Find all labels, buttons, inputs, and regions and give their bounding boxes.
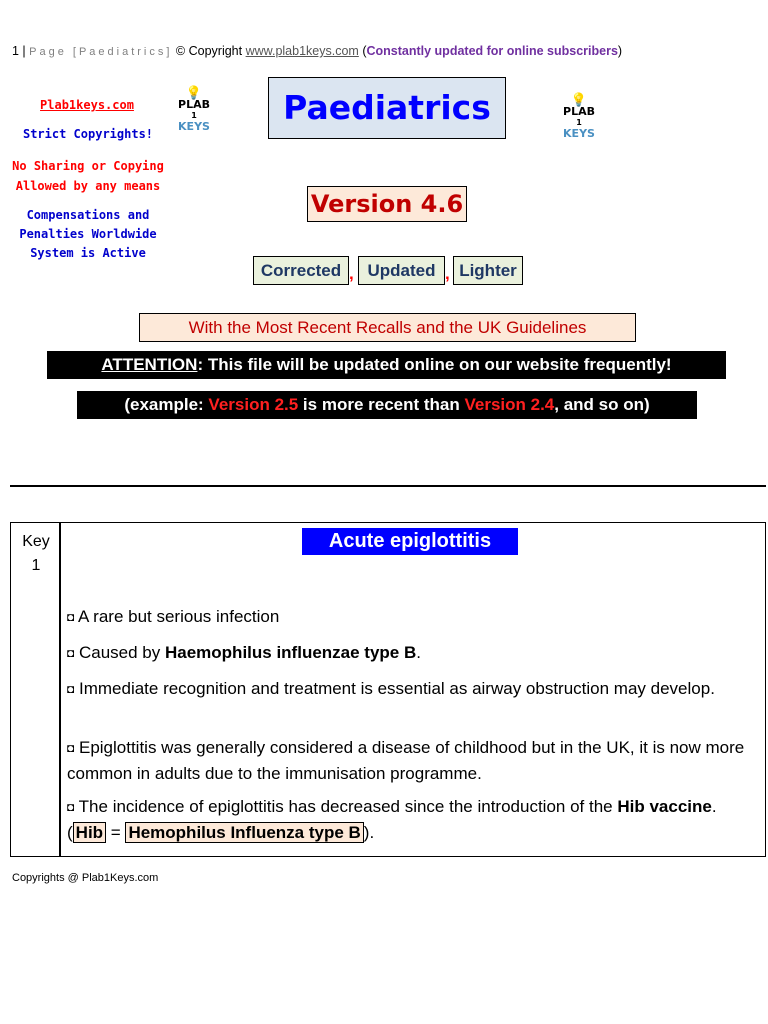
- attention-text: : This file will be updated online on our website frequently!: [197, 355, 672, 374]
- hib-highlight: Hib: [73, 822, 106, 843]
- tag-lighter: Lighter: [453, 256, 523, 285]
- page-label: Page [Paediatrics]: [29, 46, 173, 58]
- bullet-item: ◘ A rare but serious infection: [67, 607, 280, 626]
- bullet-icon: ◘: [67, 610, 75, 624]
- lightbulb-icon: 💡: [185, 86, 203, 101]
- comma: ,: [445, 264, 450, 283]
- plab-keys-logo: 💡 PLAB 1 KEYS: [174, 88, 214, 132]
- bullet-item: ◘ Immediate recognition and treatment is essential as airway obstruction may develop.: [67, 679, 715, 698]
- hib-definition-highlight: Hemophilus Influenza type B: [125, 822, 363, 843]
- site-link[interactable]: www.plab1keys.com: [245, 44, 359, 58]
- bullet-icon: ◘: [67, 682, 75, 696]
- version-badge: Version 4.6: [307, 186, 467, 222]
- page-number: 1: [12, 44, 19, 58]
- lightbulb-icon: 💡: [570, 93, 588, 108]
- tag-corrected: Corrected: [253, 256, 349, 285]
- compensation-text: Compensations and Penalties Worldwide System is Active: [19, 208, 157, 260]
- copyright-text: © Copyright: [175, 44, 243, 58]
- key-number: 1: [31, 557, 41, 574]
- key-title: Acute epiglottitis: [302, 528, 518, 555]
- bullet-item: ◘ Caused by Haemophilus influenzae type B.: [67, 643, 421, 662]
- version-example-old: Version 2.4: [464, 395, 555, 414]
- bullet-item: ◘ The incidence of epiglottitis has decreased since the introduction of the Hib vaccine. ( Hib = Hemophilus Influenza type B ).: [67, 797, 717, 842]
- key-number-cell: Key 1: [14, 530, 58, 578]
- update-note: Constantly updated for online subscribers: [366, 44, 618, 58]
- recent-recalls-banner: With the Most Recent Recalls and the UK Guidelines: [139, 313, 636, 342]
- bullet-item: ◘ Epiglottitis was generally considered a disease of childhood but in the UK, it is now more common in adults due to the immunisation programme.: [67, 738, 745, 783]
- bullet-icon: ◘: [67, 741, 75, 755]
- page-header: 1 | Page [Paediatrics] © Copyright www.plab1keys.com (Constantly updated for online subscribers): [12, 44, 623, 58]
- page-footer: Copyrights @ Plab1Keys.com: [12, 872, 159, 884]
- strict-copyright-text: Strict Copyrights!: [22, 127, 154, 141]
- key-table-column-divider: [59, 522, 61, 857]
- example-banner: (example: Version 2.5 is more recent than Version 2.4, and so on): [77, 391, 697, 419]
- comma: ,: [349, 264, 354, 283]
- attention-banner: [47, 351, 726, 379]
- tag-updated: Updated: [358, 256, 445, 285]
- bullet-icon: ◘: [67, 800, 75, 814]
- section-divider: [10, 485, 766, 487]
- no-sharing-text: No Sharing or Copying Allowed by any means: [12, 159, 164, 193]
- version-example-new: Version 2.5: [208, 395, 299, 414]
- left-site-link[interactable]: Plab1keys.com: [40, 98, 134, 112]
- attention-label: ATTENTION: [101, 355, 198, 374]
- bullet-icon: ◘: [67, 646, 75, 660]
- plab-keys-logo: 💡 PLAB 1 KEYS: [559, 95, 599, 139]
- document-title: Paediatrics: [268, 77, 506, 139]
